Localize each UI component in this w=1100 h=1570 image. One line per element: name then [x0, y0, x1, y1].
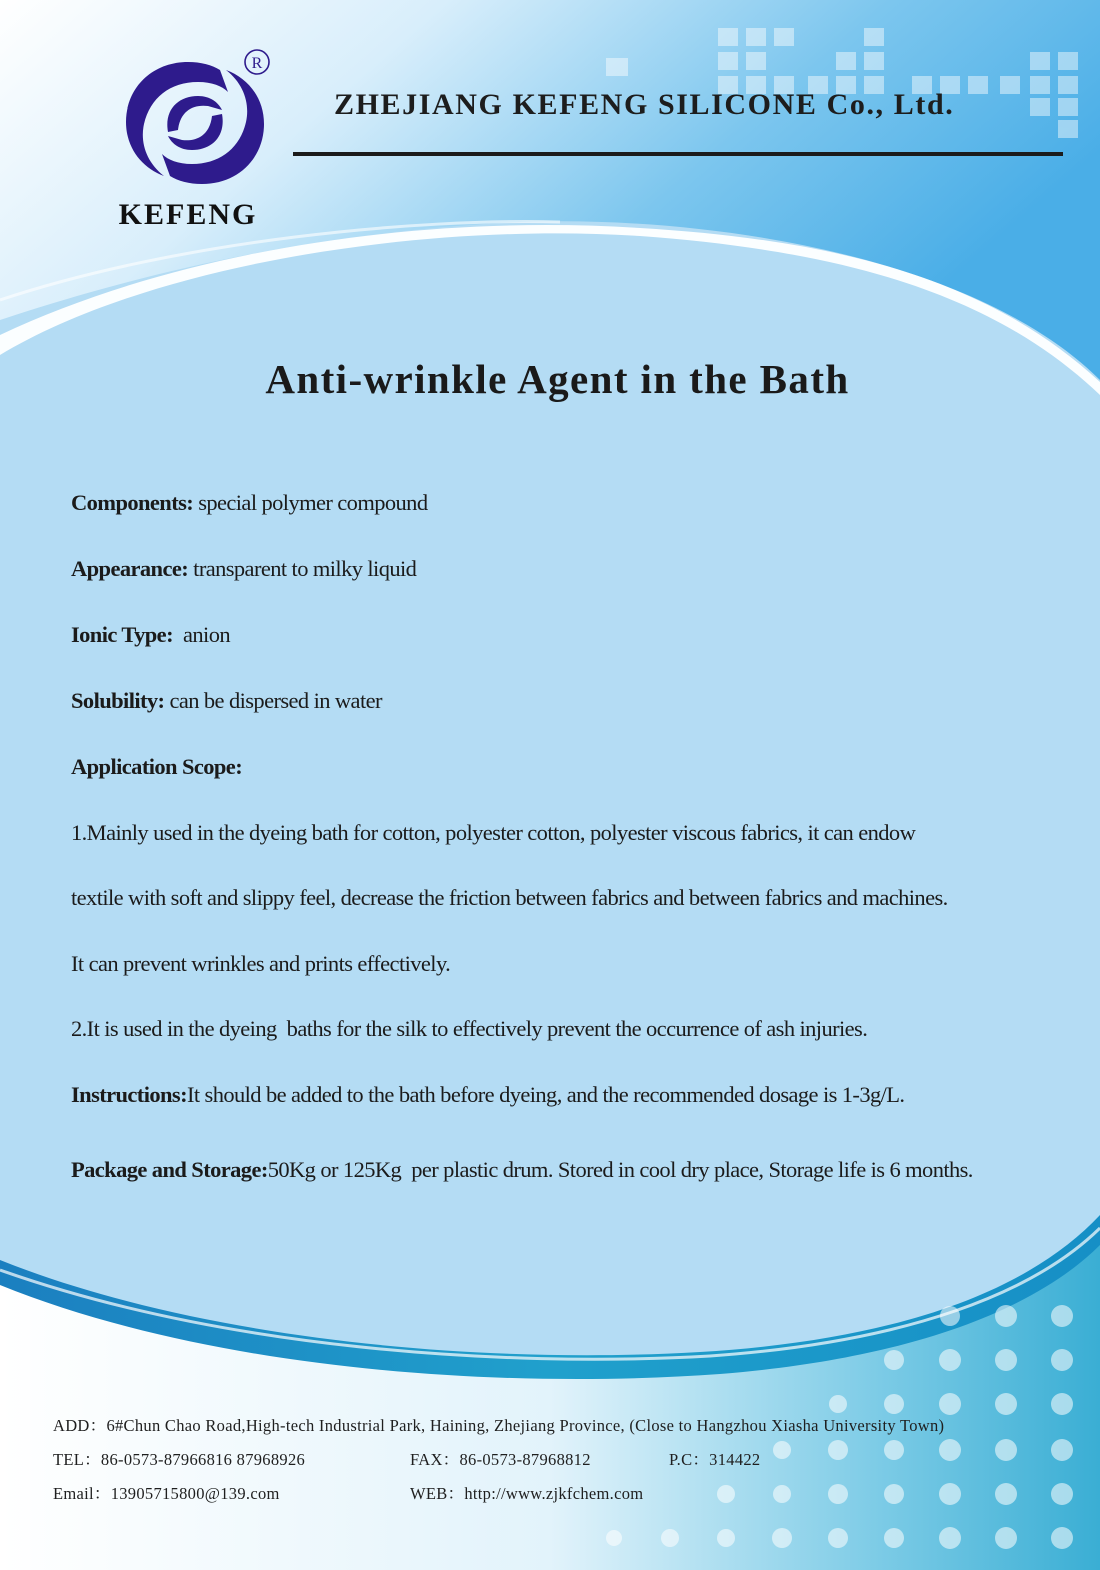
appearance-label: Appearance: — [71, 556, 189, 581]
footer-tel: TEL：86-0573-87966816 87968926 — [53, 1450, 306, 1469]
footer-fax: FAX：86-0573-87968812 — [410, 1450, 591, 1469]
footer-email[interactable]: Email：13905715800@139.com — [53, 1484, 280, 1503]
package-value: 50Kg or 125Kg per plastic drum. Stored in cool dry place, Storage life is 6 months. — [267, 1157, 973, 1182]
footer-web[interactable]: WEB：http://www.zjkfchem.com — [410, 1484, 644, 1503]
header-divider — [293, 152, 1063, 156]
solubility-value: can be dispersed in water — [164, 688, 382, 713]
ionic-type-value: anion — [172, 622, 231, 647]
appearance-value: transparent to milky liquid — [188, 556, 417, 581]
company-logo — [112, 44, 282, 194]
application-scope-label: Application Scope: — [71, 754, 243, 779]
application-line: It can prevent wrinkles and prints effectively. — [71, 951, 451, 976]
footer-postcode: P.C：314422 — [669, 1450, 761, 1469]
package-row — [71, 1157, 973, 1183]
application-line: 1.Mainly used in the dyeing bath for cotton, polyester cotton, polyester viscous fabrics, it can endow — [71, 820, 916, 845]
components-value: special polymer compound — [193, 490, 428, 515]
instructions-value: It should be added to the bath before dyeing, and the recommended dosage is 1-3g/L. — [186, 1082, 905, 1107]
ionic-type-label: Ionic Type: — [71, 622, 173, 647]
ionic-type-row — [71, 622, 230, 648]
application-scope-row — [71, 754, 242, 780]
instructions-label: Instructions: — [71, 1082, 187, 1107]
solubility-label: Solubility: — [71, 688, 165, 713]
components-row — [71, 490, 428, 516]
brand-name: KEFENG — [118, 198, 258, 231]
document-title: Anti-wrinkle Agent in the Bath — [265, 356, 850, 402]
footer-address: ADD：6#Chun Chao Road,High-tech Industrial Park, Haining, Zhejiang Province, (Close to Hangzhou Xiasha University Town) — [53, 1416, 945, 1435]
registered-mark: R — [251, 55, 263, 72]
package-label: Package and Storage: — [71, 1157, 268, 1182]
instructions-row — [71, 1082, 904, 1108]
application-line: 2.It is used in the dyeing baths for the silk to effectively prevent the occurrence of ash injuries. — [71, 1016, 868, 1041]
company-name: ZHEJIANG KEFENG SILICONE Co., Ltd. — [334, 88, 955, 121]
kefeng-logo-icon — [112, 44, 282, 194]
solubility-row — [71, 688, 382, 714]
appearance-row — [71, 556, 416, 582]
application-line: textile with soft and slippy feel, decrease the friction between fabrics and between fabrics and machines. — [71, 885, 948, 910]
components-label: Components: — [71, 490, 194, 515]
